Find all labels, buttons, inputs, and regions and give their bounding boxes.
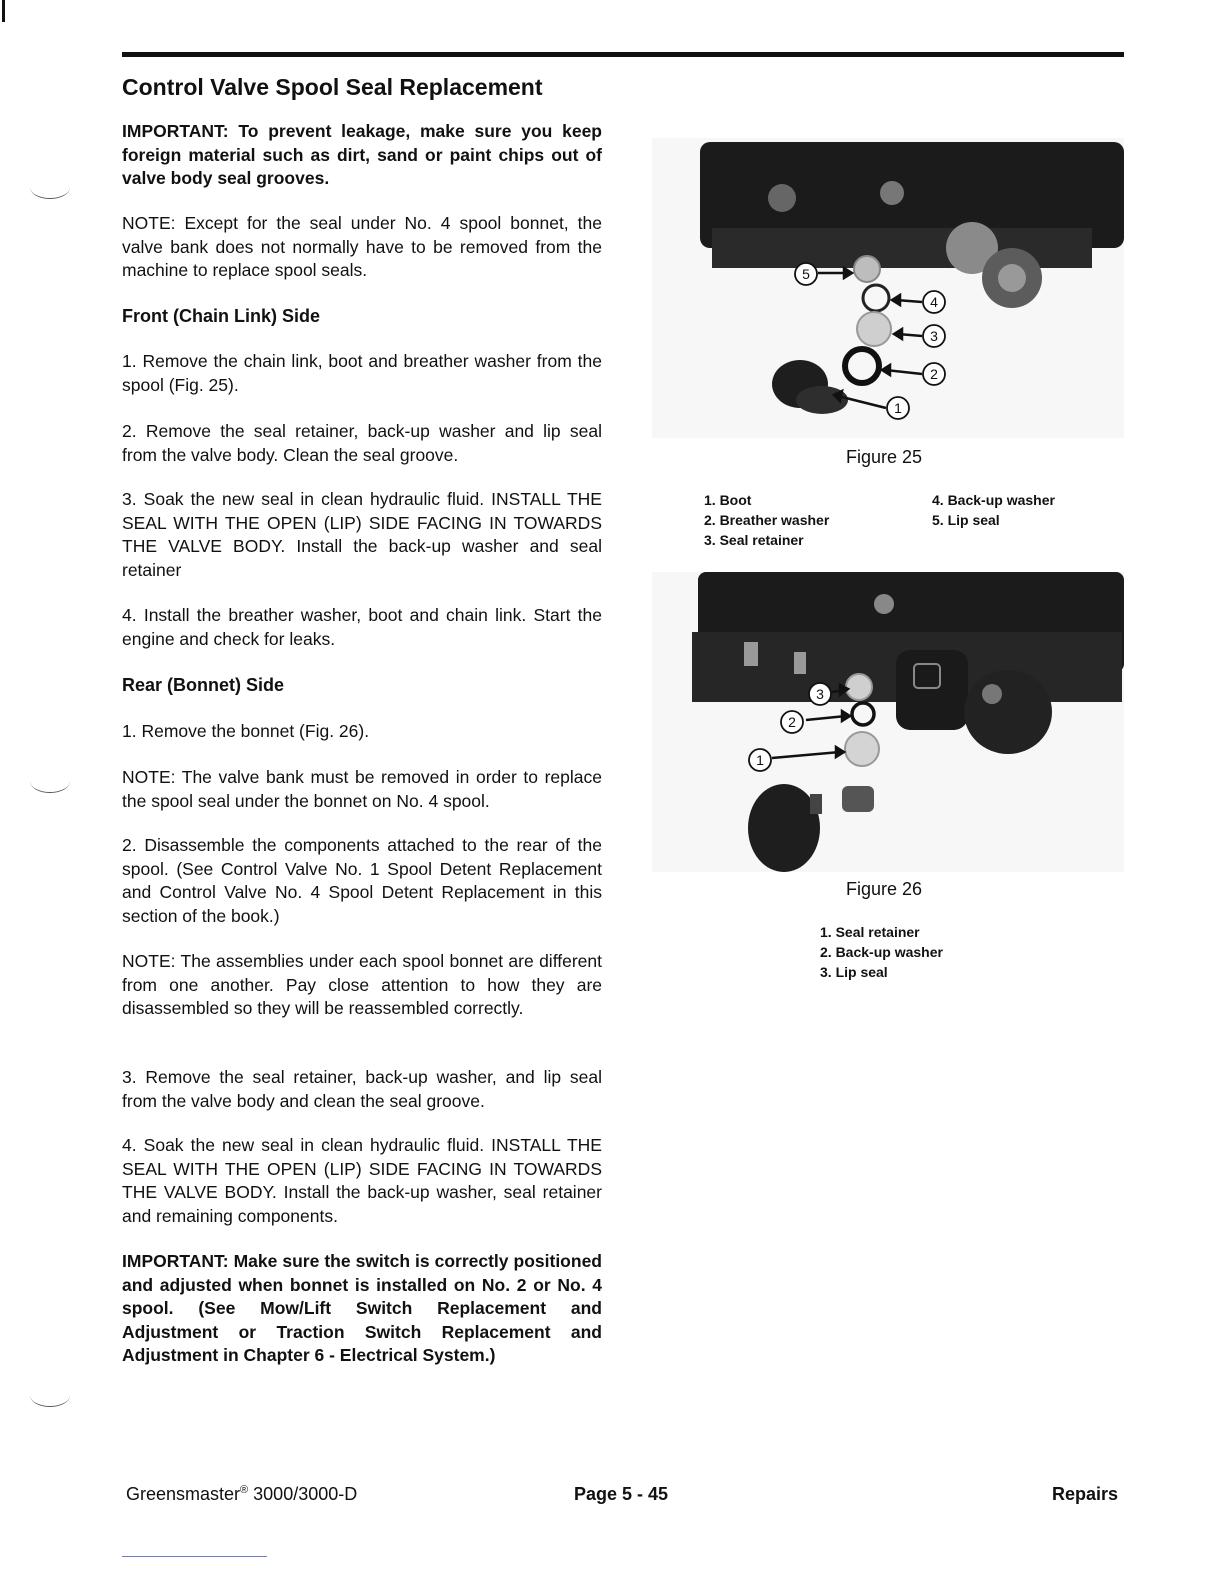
- figure-26-legend: [820, 922, 943, 982]
- bottom-rule: [122, 1556, 267, 1557]
- note-text: NOTE: Except for the seal under No. 4 spool bonnet, the valve bank does not normally have to be removed from the machine to replace spool seals.: [122, 213, 602, 280]
- front-step-3: 3. Soak the new seal in clean hydraulic fluid. INSTALL THE SEAL WITH THE OPEN (LIP) SIDE FACING IN TOWARDS THE VALVE BODY. Install the back-up washer and seal retainer: [122, 489, 602, 580]
- front-step-2: 2. Remove the seal retainer, back-up washer and lip seal from the valve body. Clean the seal groove.: [122, 421, 602, 465]
- rear-side-heading: Rear (Bonnet) Side: [122, 675, 285, 695]
- important-text: IMPORTANT: To prevent leakage, make sure you keep foreign material such as dirt, sand or paint chips out of valve body seal grooves.: [122, 121, 602, 188]
- svg-text:5: 5: [802, 266, 810, 282]
- callout-marker: [923, 325, 945, 347]
- section-title: Control Valve Spool Seal Replacement: [122, 74, 543, 100]
- figure-25-caption: Figure 25: [846, 447, 923, 467]
- svg-text:1: 1: [756, 752, 764, 768]
- page-edge-mark: [2, 0, 5, 22]
- svg-text:3: 3: [930, 328, 938, 344]
- figure-25-photo: [652, 138, 1124, 438]
- callout-marker: [923, 363, 945, 385]
- callout-marker: [795, 263, 817, 285]
- rear-step-1: 1. Remove the bonnet (Fig. 26).: [122, 721, 370, 741]
- binder-hole-mark: [30, 1384, 70, 1407]
- callout-marker: [781, 711, 803, 733]
- footer-section: Repairs: [1052, 1484, 1119, 1504]
- callout-marker: [887, 397, 909, 419]
- svg-text:2: 2: [930, 366, 938, 382]
- front-step-1: 1. Remove the chain link, boot and breather washer from the spool (Fig. 25).: [122, 351, 602, 395]
- svg-text:2: 2: [788, 714, 796, 730]
- rear-step-2: 2. Disassemble the components attached to the rear of the spool. (See Control Valve No. 1 Spool Detent Replacement and Control Valve No. 4 Spool Detent Replacement in this section of the book.): [122, 835, 602, 926]
- legend-item: 1. Seal retainer: [820, 924, 920, 940]
- rear-step-4: 4. Soak the new seal in clean hydraulic fluid. INSTALL THE SEAL WITH THE OPEN (LIP) SIDE FACING IN TOWARDS THE VALVE BODY. Install the back-up washer, seal retainer and remaining components.: [122, 1135, 602, 1226]
- footer-product: Greensmaster® 3000/3000-D: [126, 1484, 358, 1504]
- header-rule: [122, 52, 1124, 57]
- legend-item: 2. Breather washer: [704, 512, 830, 528]
- figure-25-legend-left: [704, 490, 829, 550]
- legend-item: 2. Back-up washer: [820, 944, 943, 960]
- figure-25-legend-right: [932, 490, 1055, 530]
- svg-text:1: 1: [894, 400, 902, 416]
- legend-item: 1. Boot: [704, 492, 752, 508]
- registered-mark: ®: [240, 1484, 249, 1496]
- callout-marker: [923, 291, 945, 313]
- front-side-heading: Front (Chain Link) Side: [122, 306, 320, 326]
- callout-marker: [809, 683, 831, 705]
- svg-text:3: 3: [816, 686, 824, 702]
- figure-26-photo: [652, 572, 1124, 872]
- svg-text:4: 4: [930, 294, 938, 310]
- legend-item: 4. Back-up washer: [932, 492, 1055, 508]
- rear-note-2: NOTE: The assemblies under each spool bonnet are different from one another. Pay close attention to how they are disassembled so they will be reassembled correctly.: [122, 951, 602, 1018]
- figure-26-caption: Figure 26: [846, 879, 923, 899]
- note-block: [122, 212, 602, 283]
- binder-hole-mark: [30, 176, 70, 199]
- important-notice: [122, 120, 602, 191]
- legend-item: 3. Seal retainer: [704, 532, 804, 548]
- legend-item: 5. Lip seal: [932, 512, 1000, 528]
- rear-note-1: NOTE: The valve bank must be removed in order to replace the spool seal under the bonnet on No. 4 spool.: [122, 767, 602, 811]
- rear-step-3: 3. Remove the seal retainer, back-up washer, and lip seal from the valve body and clean the seal groove.: [122, 1067, 602, 1111]
- front-step-4: 4. Install the breather washer, boot and chain link. Start the engine and check for leaks.: [122, 605, 602, 649]
- important-notice-2: IMPORTANT: Make sure the switch is correctly positioned and adjusted when bonnet is installed on No. 2 or No. 4 spool. (See Mow/Lift Switch Replacement and Adjustment or Traction Switch Replacement and Adjustment in Chapter 6 - Electrical System.): [122, 1251, 602, 1365]
- footer-page-number: Page 5 - 45: [574, 1484, 669, 1504]
- callout-marker: [749, 749, 771, 771]
- legend-item: 3. Lip seal: [820, 964, 888, 980]
- binder-hole-mark: [30, 770, 70, 793]
